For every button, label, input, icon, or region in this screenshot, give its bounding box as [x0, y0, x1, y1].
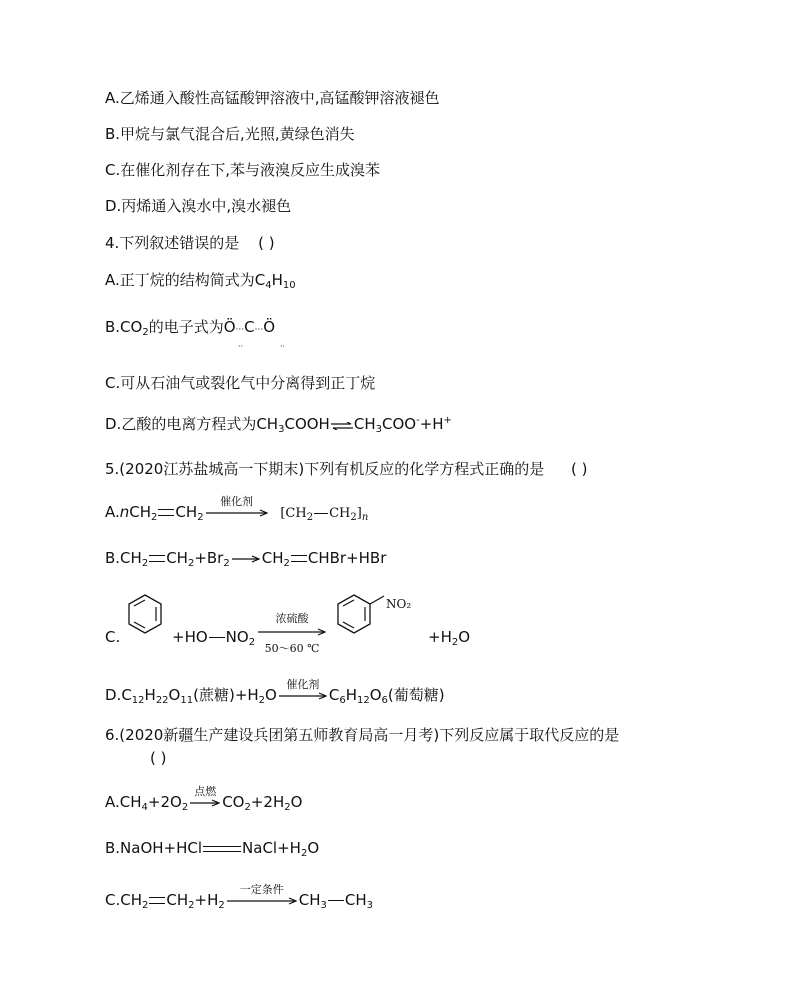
q6-option-c: $C.CH_2$ $CH_2+H_2$ 一定条件 $CH_3$ $CH_3$: [105, 890, 373, 910]
q5-c-reagent: +HO $NO_2$: [172, 628, 256, 648]
q5-option-a: A.nCH$_2$ $CH_2$ 催化剂 [$CH_2$ $CH_2]_n$: [105, 502, 368, 524]
q3-option-c: C.在催化剂存在下,苯与液溴反应生成溴苯: [105, 161, 381, 179]
q6-c-cond: 一定条件: [239, 882, 284, 896]
q4-stem-text: 4.下列叙述错误的是: [105, 234, 240, 252]
benzene-ring-icon: [127, 593, 163, 637]
q5-answer-paren: ( ): [570, 460, 588, 478]
q5-option-b: $B.CH_2$ $CH_2+Br_2$ $CH_2$ CHBr+HBr: [105, 549, 387, 569]
co2-electron-formula: Ö···C···Ö: [223, 318, 276, 336]
q5-option-d: $D.C_{12}H_{22}O_{11}$(蔗糖)$+H_2O$ 催化剂 $C_6H_{12}O_6$(葡萄糖): [105, 685, 445, 705]
q5-a-catalyst: 催化剂: [220, 494, 254, 508]
q4-option-c: C.可从石油气或裂化气中分离得到正丁烷: [105, 374, 376, 392]
q5-b-arrow: [232, 555, 260, 563]
q5-d-arrow: [279, 677, 327, 700]
q4-option-d: D.乙酸的电离方程式为$CH_3COOH$ $CH_3COO^-+H^+$: [105, 415, 452, 435]
q4-answer-paren: ( ): [258, 234, 275, 252]
q5-c-cond-bottom: 50～60 ℃: [264, 642, 320, 655]
q4-d-text: D.乙酸的电离方程式为: [105, 415, 257, 433]
q5-option-c-label: C.: [105, 628, 121, 646]
glucose-label: (葡萄糖): [387, 686, 445, 704]
q4-stem: [105, 233, 275, 253]
q6-option-b: B.NaOH+HCl $NaCl+H_2O$: [105, 839, 320, 859]
q6-a-arrow: [190, 784, 220, 807]
q5-stem: [105, 459, 587, 479]
sucrose-label: (蔗糖): [193, 686, 235, 704]
q6-c-arrow: [227, 882, 297, 905]
q4-option-b: $B.CO_2$的电子式为Ö···C···Ö: [105, 318, 276, 338]
nitrobenzene-ring-icon: [336, 593, 426, 637]
q6-a-cond: 点燃: [194, 784, 217, 798]
q5-d-catalyst: 催化剂: [286, 677, 320, 691]
q4-a-text: A.正丁烷的结构简式为: [105, 271, 255, 289]
nitro-group-label: NO₂: [386, 597, 412, 611]
electron-dots-right: ··: [280, 342, 286, 351]
q3-option-b: B.甲烷与氯气混合后,光照,黄绿色消失: [105, 125, 355, 143]
polyethylene: [$CH_2$ $CH_2]_n$: [280, 506, 369, 523]
q6-stem: 6.(2020新疆生产建设兵团第五师教育局高一月考)下列反应属于取代反应的是: [105, 726, 620, 744]
q4-b-text2: 的电子式为: [148, 318, 224, 336]
electron-dots-left: ··: [238, 342, 244, 351]
q3-option-d: D.丙烯通入溴水中,溴水褪色: [105, 197, 292, 215]
q5-stem-text: 5.(2020江苏盐城高一下期末)下列有机反应的化学方程式正确的是: [105, 460, 545, 478]
q6-answer-paren: ( ): [150, 749, 167, 767]
q4-option-a: A.正丁烷的结构简式为$C_4H_{10}$: [105, 271, 296, 291]
q5-c-cond-top: 浓硫酸: [275, 612, 309, 625]
reversible-arrow: [331, 415, 353, 435]
q5-c-product-water: $+H_2O$: [428, 628, 471, 648]
q6-option-a: $A.CH_4+2O_2$ 点燃 $CO_2+2H_2O$: [105, 792, 302, 812]
q5-a-arrow: [206, 494, 268, 517]
q4-b-text: B.CO: [105, 318, 143, 336]
q3-option-a: A.乙烯通入酸性高锰酸钾溶液中,高锰酸钾溶液褪色: [105, 89, 440, 107]
